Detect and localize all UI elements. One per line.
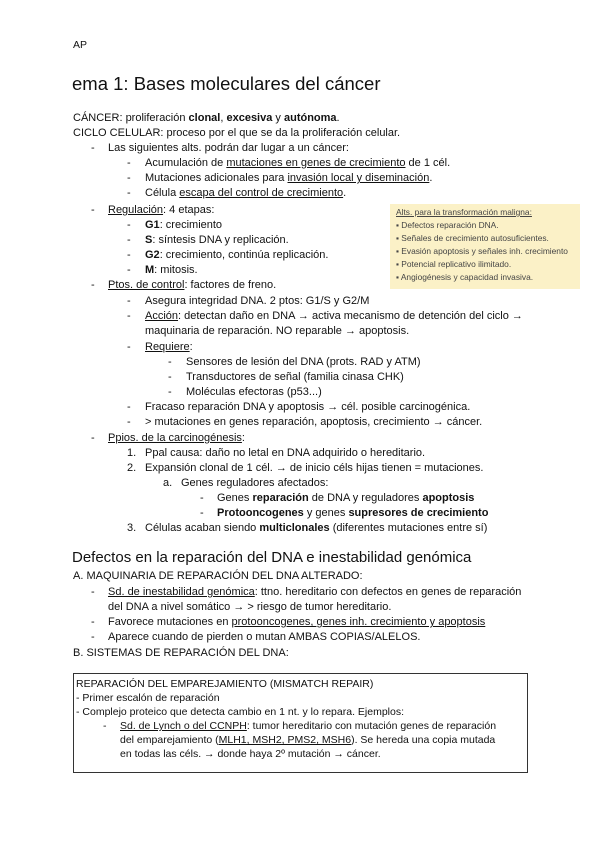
box-line: del emparejamiento (MLH1, MSH2, PMS2, MSH6). Se hereda una copia mutada: [120, 734, 496, 746]
bullet-dash: -: [200, 507, 204, 519]
subsection-a-title: A. MAQUINARIA DE REPARACIÓN DEL DNA ALTERADO:: [73, 570, 363, 582]
ptos-accion-cont: maquinaria de reparación. NO reparable → apoptosis.: [145, 325, 410, 337]
bullet-dash: -: [91, 616, 95, 628]
ptos-heading: Ptos. de control: factores de freno.: [108, 279, 277, 291]
subsection-b-title: B. SISTEMAS DE REPARACIÓN DEL DNA:: [73, 647, 289, 659]
ptos-accion: Acción: detectan daño en DNA → activa mecanismo de detención del ciclo →: [145, 310, 523, 322]
bullet-dash: -: [127, 187, 131, 199]
cancer-definition: CÁNCER: proliferación clonal, excesiva y autónoma.: [73, 112, 340, 124]
ppios-item: Ppal causa: daño no letal en DNA adquirido o hereditario.: [145, 447, 426, 459]
note-item: ▪ Potencial replicativo ilimitado.: [396, 259, 512, 269]
bullet-dash: -: [127, 264, 131, 276]
bullet-dash: -: [91, 586, 95, 598]
bullet-dash: -: [168, 371, 172, 383]
section2-item-cont: del DNA a nivel somático → > riesgo de tumor hereditario.: [108, 601, 392, 613]
note-item: ▪ Defectos reparación DNA.: [396, 220, 499, 230]
box-line: Sd. de Lynch o del CCNPH: tumor hereditario con mutación genes de reparación: [120, 720, 497, 732]
list-letter: a.: [163, 477, 173, 489]
phase-s: S: síntesis DNA y replicación.: [145, 234, 289, 246]
note-title: Alts. para la transformación maligna:: [396, 207, 532, 217]
ciclo-definition: CICLO CELULAR: proceso por el que se da la proliferación celular.: [73, 127, 401, 139]
bullet-dash: -: [127, 172, 131, 184]
header-initials: AP: [73, 39, 88, 51]
regulacion-heading: Regulación: 4 etapas:: [108, 204, 215, 216]
ptos-item: Asegura integridad DNA. 2 ptos: G1/S y G2/M: [145, 295, 370, 307]
bullet-dash: -: [200, 492, 204, 504]
ppios-subitem: Genes reguladores afectados:: [181, 477, 329, 489]
section2-item: Favorece mutaciones en protooncogenes, genes inh. crecimiento y apoptosis: [108, 616, 486, 628]
requiere-item: Moléculas efectoras (p53...): [186, 386, 322, 398]
alts-item: Célula escapa del control de crecimiento.: [145, 187, 347, 199]
box-line: - Primer escalón de reparación: [76, 692, 220, 704]
box-title: REPARACIÓN DEL EMPAREJAMIENTO (MISMATCH REPAIR): [76, 678, 374, 690]
bullet-dash: -: [127, 341, 131, 353]
requiere-item: Sensores de lesión del DNA (prots. RAD y ATM): [186, 356, 421, 368]
list-number: 1.: [127, 447, 137, 459]
bullet-dash: -: [103, 720, 107, 732]
bullet-dash: -: [168, 386, 172, 398]
bullet-dash: -: [91, 631, 95, 643]
page-title: ema 1: Bases moleculares del cáncer: [72, 73, 381, 94]
bullet-dash: -: [127, 310, 131, 322]
box-line: en todas las céls. → donde haya 2º mutación → cáncer.: [120, 748, 381, 760]
phase-g1: G1: crecimiento: [145, 219, 223, 231]
phase-g2: G2: crecimiento, continúa replicación.: [145, 249, 329, 261]
section2-item: Aparece cuando de pierden o mutan AMBAS COPIAS/ALELOS.: [108, 631, 421, 643]
sticky-note: [390, 204, 580, 289]
bullet-dash: -: [91, 204, 95, 216]
genes-item: Genes reparación de DNA y reguladores apoptosis: [217, 492, 475, 504]
ppios-item: Células acaban siendo multiclonales (diferentes mutaciones entre sí): [145, 522, 488, 534]
alts-item: Mutaciones adicionales para invasión local y diseminación.: [145, 172, 433, 184]
bullet-dash: -: [127, 219, 131, 231]
ppios-item: Expansión clonal de 1 cél. → de inicio céls hijas tienen = mutaciones.: [145, 462, 484, 474]
bullet-dash: -: [127, 157, 131, 169]
ptos-requiere: Requiere:: [145, 341, 193, 353]
ptos-item: Fracaso reparación DNA y apoptosis → cél. posible carcinogénica.: [145, 401, 471, 413]
list-number: 2.: [127, 462, 137, 474]
list-number: 3.: [127, 522, 137, 534]
bullet-dash: -: [127, 416, 131, 428]
bullet-dash: -: [91, 432, 95, 444]
bullet-dash: -: [127, 249, 131, 261]
bullet-dash: -: [127, 401, 131, 413]
bullet-dash: -: [91, 142, 95, 154]
note-item: ▪ Señales de crecimiento autosuficientes.: [396, 233, 549, 243]
note-item: ▪ Angiogénesis y capacidad invasiva.: [396, 272, 534, 282]
genes-item: Protooncogenes y genes supresores de crecimiento: [217, 507, 489, 519]
alts-item: Acumulación de mutaciones en genes de crecimiento de 1 cél.: [145, 157, 451, 169]
bullet-dash: -: [127, 295, 131, 307]
requiere-item: Transductores de señal (familia cinasa CHK): [186, 371, 404, 383]
bullet-dash: -: [127, 234, 131, 246]
box-line: - Complejo proteico que detecta cambio en 1 nt. y lo repara. Ejemplos:: [76, 706, 405, 718]
bullet-dash: -: [91, 279, 95, 291]
alts-intro: Las siguientes alts. podrán dar lugar a un cáncer:: [108, 142, 349, 154]
note-item: ▪ Evasión apoptosis y señales inh. crecimiento: [396, 246, 568, 256]
section-title: Defectos en la reparación del DNA e inestabilidad genómica: [72, 549, 472, 566]
ptos-item: > mutaciones en genes reparación, apoptosis, crecimiento → cáncer.: [145, 416, 483, 428]
bullet-dash: -: [168, 356, 172, 368]
phase-m: M: mitosis.: [145, 264, 198, 276]
section2-item: Sd. de inestabilidad genómica: ttno. hereditario con defectos en genes de reparación: [108, 586, 522, 598]
ppios-heading: Ppios. de la carcinogénesis:: [108, 432, 245, 444]
